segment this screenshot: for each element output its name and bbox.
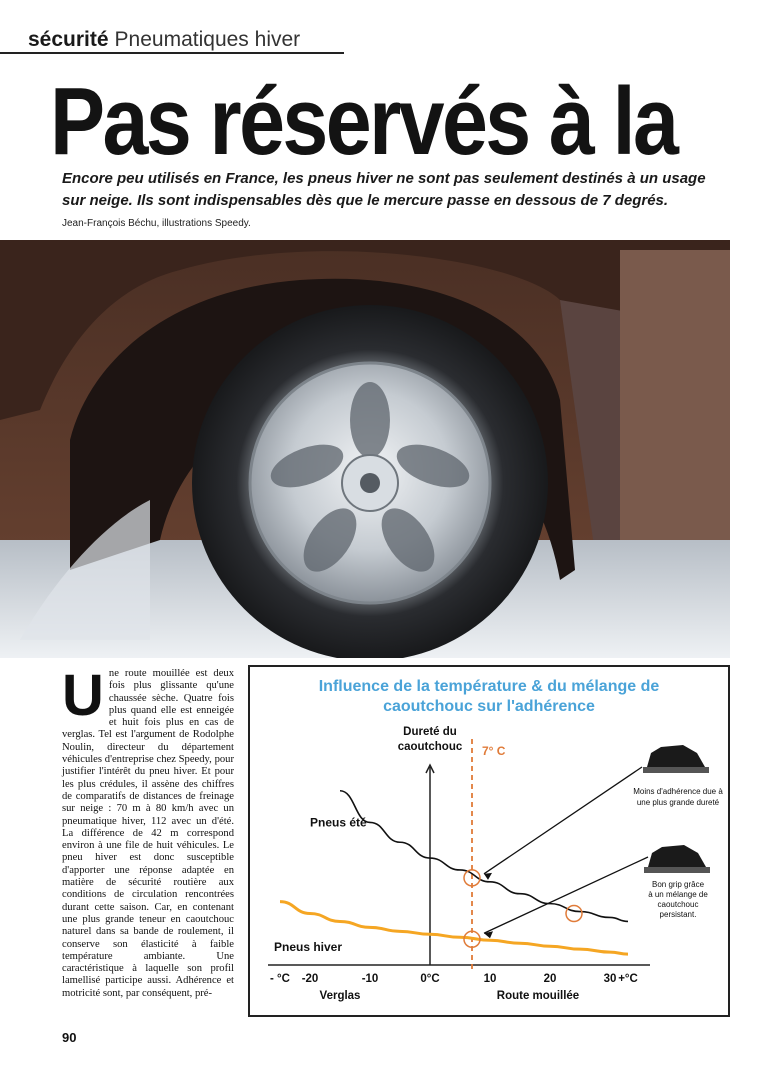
x-tick-label: - °C [270,973,290,985]
rubric-topic: Pneumatiques hiver [114,28,301,51]
chart-canvas [250,667,732,1019]
series-label-pneus-ete: Pneus été [310,815,367,830]
annotation-soft-text: persistant. [659,910,697,919]
series-label-pneus-hiver: Pneus hiver [274,940,343,955]
reference-line-label: 7° C [482,744,506,758]
x-range-label-verglas: Verglas [319,990,361,1002]
chart-title-text: Influence de la température & du mélange de caoutchouc sur l'adhérence [318,678,660,715]
annotation-hard-text: une plus grande dureté [636,798,720,807]
article-body [62,663,234,1000]
rubric-section: sécurité [28,28,109,51]
adhesion-chart [248,665,730,1017]
y-axis-label-line-2: caoutchouc [397,741,463,753]
rubber-icon-hard [647,745,705,767]
rubric [28,28,300,52]
x-tick-label: 30 [603,973,617,985]
article-text: ne route mouillée est deux fois plus glissante qu'une chaussée sèche. Quatre fois plus quand elle est enneigée et huit fois plus en cas de verglas. Tel est l'argument de Rodolphe Noulin, directeur du département véhicules d'entreprise chez Speedy, pour justifier l'intérêt du pneu hiver. Et pour les plus crédules, il assène des chiffres de comparatifs de distances de freinage sur neige : 70 m à 80 km/h avec un pneumatique hiver, 112 avec un d'été. La différence de 42 m correspond environ à une file de huit véhicules. Le pneu hiver est donc susceptible d'apporter une réponse adaptée en matière de sécurité routière aux conditions de circulation rencontrées durant cette saison. Car, en contenant une plus grande teneur en caoutchouc naturel dans sa bande de roulement, il conserve son élasticité à faible température ambiante. Une caractéristique à laquelle son profil lamellisé participe aussi. Adhérence et motricité sont, par conséquent, pré- [62,668,234,999]
headline: Pas réservés à la [50,68,677,175]
x-tick-label: 10 [483,973,497,985]
page-number: 90 [62,1030,77,1045]
lead-paragraph: Encore peu utilisés en France, les pneus hiver ne sont pas seulement destinés à un usage sur neige. Ils sont indispensables dès que le mercure passe en dessous de 7 degrés. [62,170,706,209]
annotation-soft-text: à un mélange de [648,890,708,899]
x-tick-label: 0°C [420,973,440,985]
x-tick-label: -20 [301,973,319,985]
rubber-icon-hard-ground [643,767,709,773]
drop-cap: U [62,663,104,728]
x-tick-label: 20 [543,973,557,985]
series-line-pneus-ete [340,791,628,922]
highlight-point [566,906,582,922]
annotation-soft-text: caoutchouc [657,900,699,909]
wheel-illustration [0,240,730,658]
rubric-underline [0,52,344,54]
x-tick-label: -10 [361,973,379,985]
annotation-arrow-hard [484,767,642,874]
x-tick-label: +°C [618,973,638,985]
annotation-arrowhead-hard [484,873,492,880]
annotation-arrow-soft [484,857,648,933]
annotation-soft-text: Bon grip grâce [651,880,705,889]
y-axis-label-line-1: Dureté du [403,726,457,738]
rubber-icon-soft-ground [644,867,710,873]
byline: Jean-François Béchu, illustrations Speedy. [62,218,251,229]
annotation-hard-text: Moins d'adhérence due à [633,787,723,796]
x-range-label-route-mouillee: Route mouillée [496,990,580,1002]
wheel-photo [0,240,730,658]
rubber-icon-soft [648,845,706,867]
